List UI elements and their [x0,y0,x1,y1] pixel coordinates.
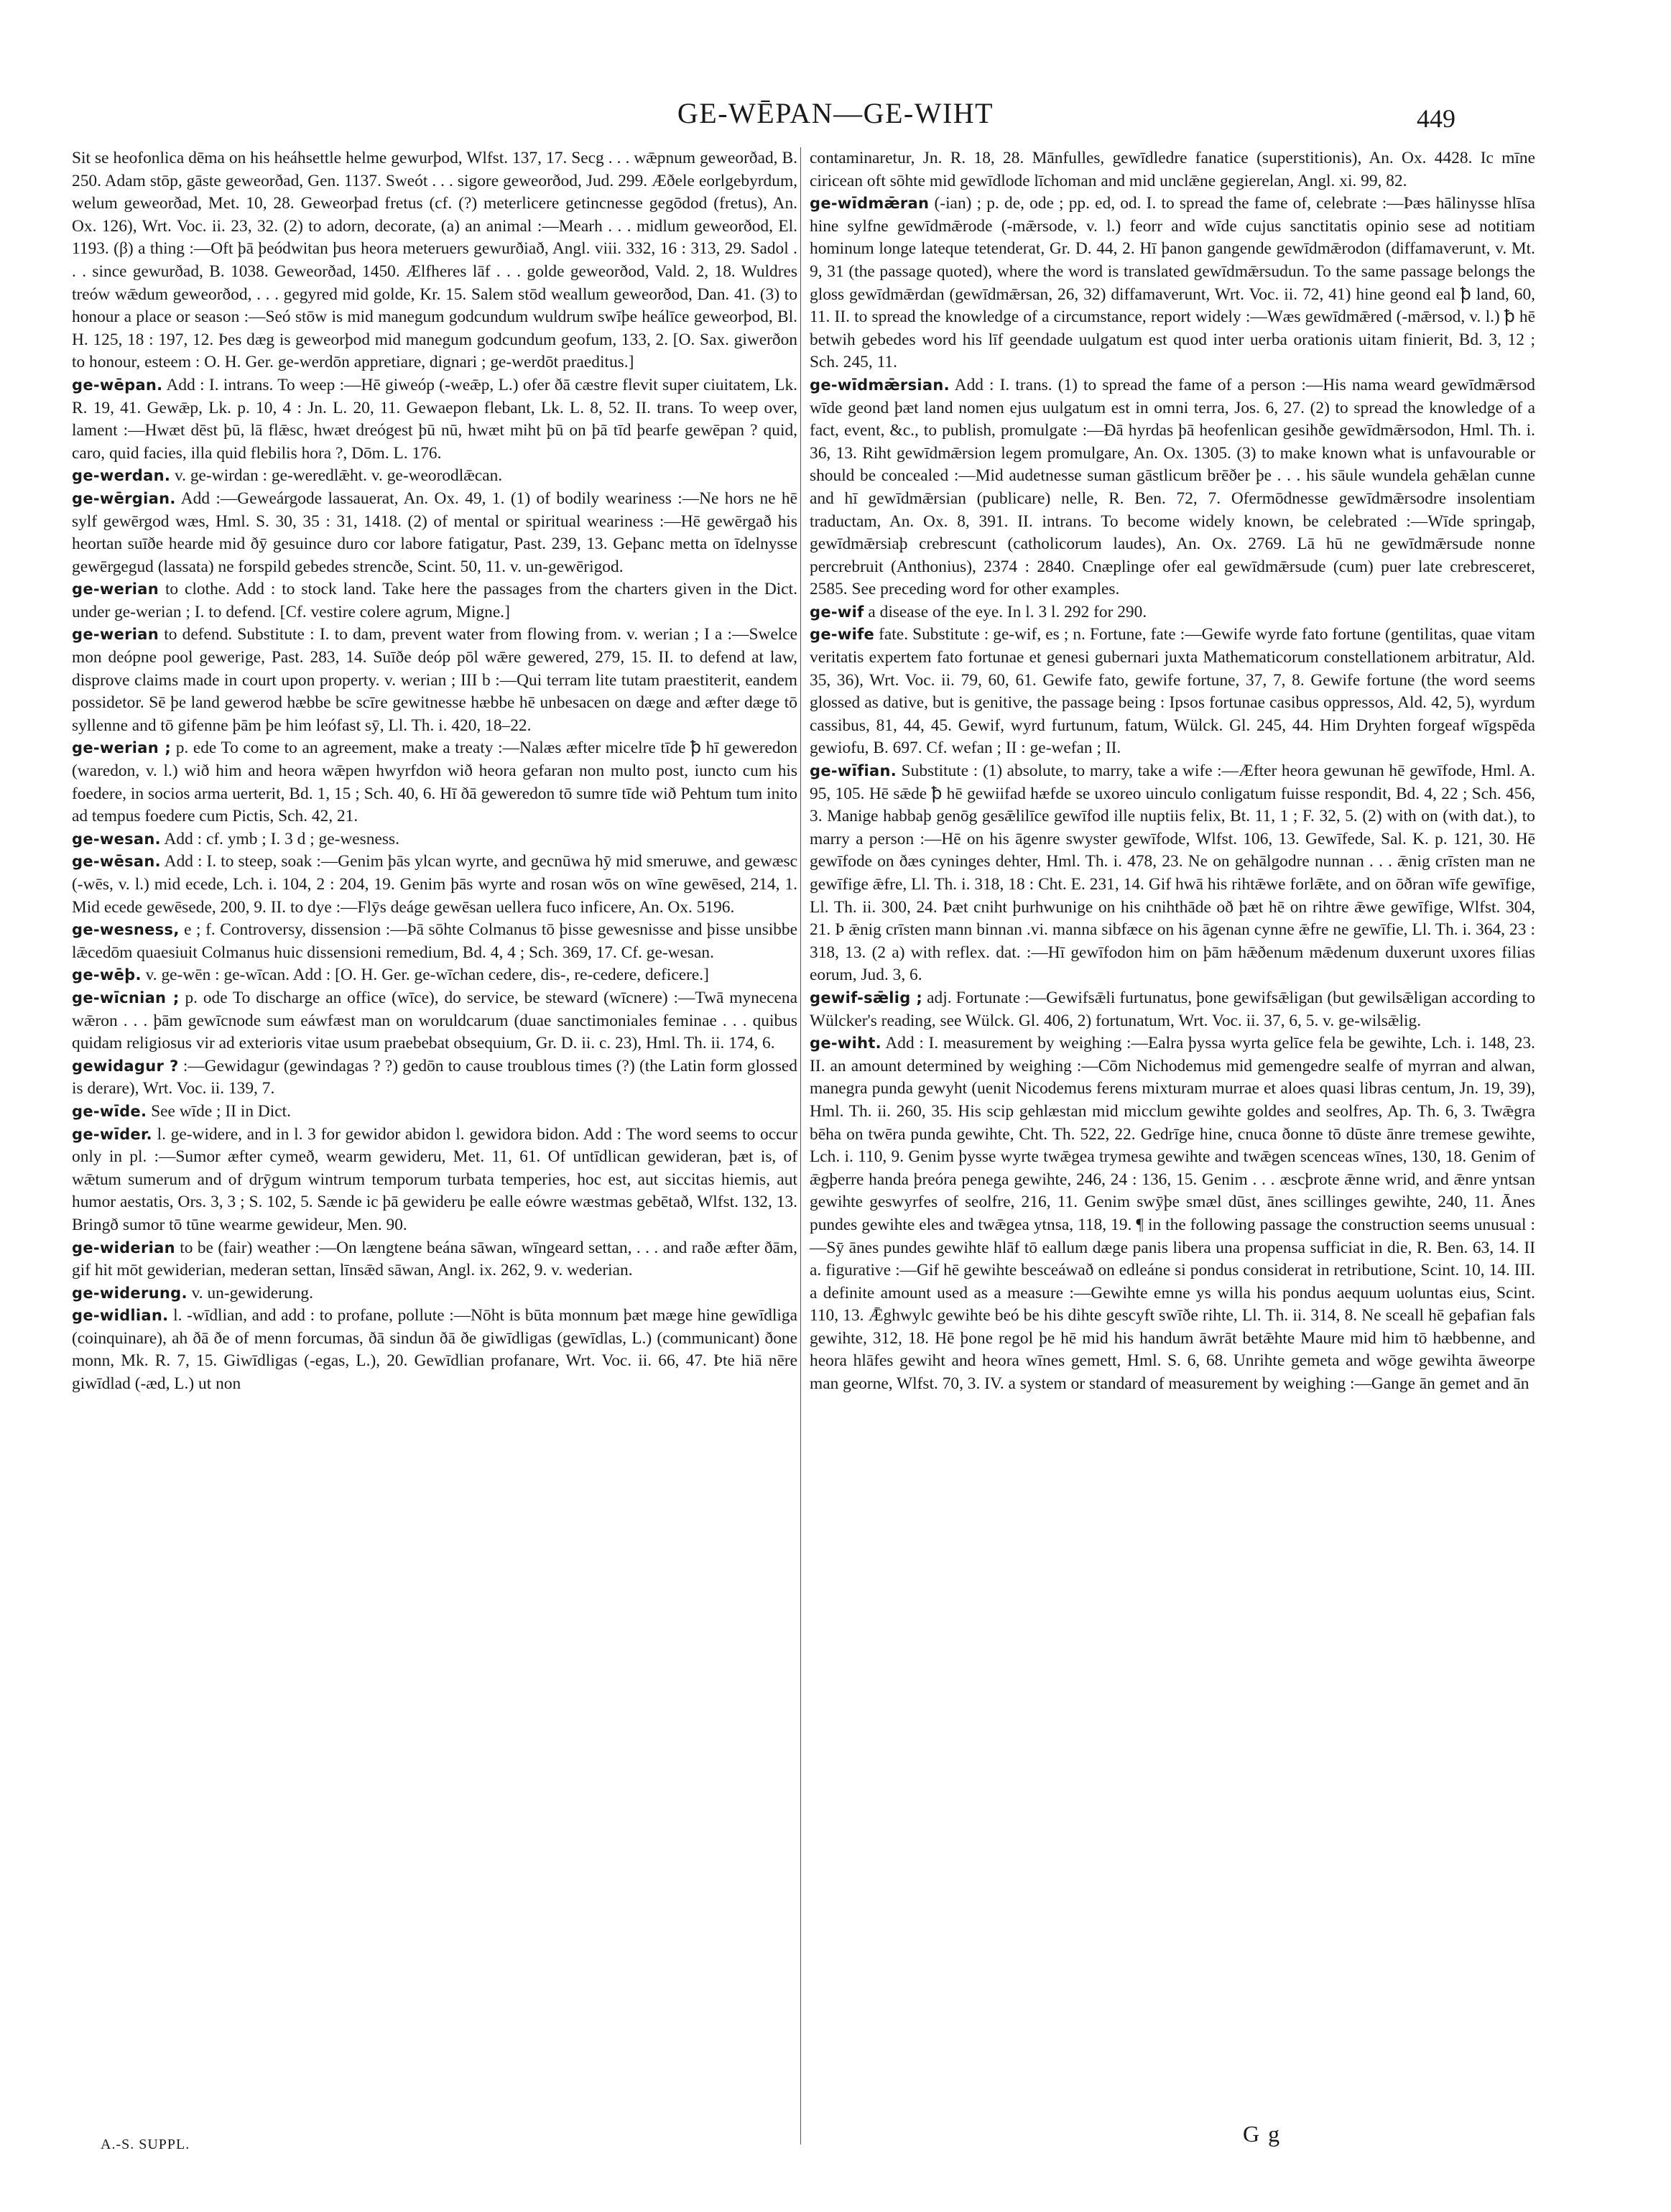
entry-text: Add : I. trans. (1) to spread the fame of a person :—His nama weard gewīdmǣrsod wīde geond þæt land nomen ejus uulgatum est in omni terra, Jos. 6, 27. (2) to spread the knowledge of a fact, event, &c., to publish, promulgate :—Ðā hyrdas þā heofenlican gesihðe gewīdmǣrsodon, Hml. Th. i. 36, 13. Riht gewīdmǣrsion legem promulgare, An. Ox. 1305. (3) to make known what is unfavourable or should be concealed :—Mid audetnesse suman gāstlicum brēðer þe . . . his sāule wundela gehǣlan cunne and hī gewīdmǣrsian (publicare) nelle, R. Ben. 72, 7. Ofermōdnesse gewīdmǣrsodre insolentiam traductam, An. Ox. 8, 391. II. intrans. To become widely known, be celebrated :—Wīde springaþ, gewīdmǣrsiaþ crebrescunt (catholicorum laudes), An. Ox. 2769. Lā hū ne gewīdmǣrsude nonne percrebruit (Anthonius), 2374 : 2840. Cnæplinge ofer eal gewīdmǣrsude (cum) puer late crebresceret, 2585. See preceding word for other examples. [810,375,1535,599]
entry-text: p. ode To discharge an office (wīce), do service, be steward (wīcnere) :—Twā mynecena wǣron . . . þām gewīcnode sum eáwfæst man on woruldcarum (duae sanctimoniales feminae . . . quibus quidam religiosus vir ad exterioris vitae usum praebebat obsequium, Gr. D. ii. c. 23), Hml. Th. ii. 174, 6. [72,988,797,1053]
entry-text: contaminaretur, Jn. R. 18, 28. Mānfulles, gewīdledre fanatice (superstitionis), An. Ox. 4428. Ic mīne ciricean oft sōhte mid gewīdlode līchoman and mid unclǣne gegierelan, Angl. xi. 99, 82. [810,149,1535,190]
entry-text: v. ge-wirdan : ge-weredlǣht. v. ge-weorodlǣcan. [174,466,503,486]
entry-text: l. ge-widere, and in l. 3 for gewidor abidon l. gewidora bidon. Add : The word seems to occur only in pl. :—Sumor æfter cymeð, wearm gewideru, Met. 11, 61. Of untīdlican gewideran, þæt is, of wǣtum sumerum and of drȳgum wintrum temporum turbata temperies, hoc est, aut siccitas hiemis, aut humor aestatis, Ors. 3, 3 ; S. 102, 5. Sænde ic þā gewideru þe ealle eówre wæstmas gebētað, Wlfst. 132, 13. Bringð sumor tō tūne wearme gewideur, Men. 90. [72,1124,797,1234]
dictionary-entry [72,488,797,578]
entry-headword: ge-wīdmǣran [810,195,930,213]
entry-headword: ge-wesan. [72,830,161,848]
dictionary-entry [72,964,797,987]
entry-headword: gewif-sǣlig ; [810,989,923,1006]
entry-text: adj. Fortunate :—Gewifsǣli furtunatus, þone gewifsǣligan (but gewilsǣligan according to Wülcker's reading, see Wülck. Gl. 406, 2) fortunatum, Wrt. Voc. ii. 37, 6, 5. v. ge-wilsǣlig. [810,988,1535,1030]
entry-headword: ge-widerian [72,1239,175,1257]
entry-headword: ge-wiht. [810,1035,881,1052]
dictionary-entry [72,987,797,1055]
entry-text: to defend. Substitute : I. to dam, prevent water from flowing from. v. werian ; I a :—Swelce mon deópne pool gewerige, Past. 283, 14. Suīðe deóp pōl wǣre gewered, 279, 15. II. to defend at law, disprove claims made in court upon property. v. werian ; III b :—Qui terram lite tutam praestiterit, eandem possidetor. Sē þe land gewerod hæbbe be scīre gewitnesse hæbbe hē unbesacen on dæge and æfter dæge tō syllenne and tō gifenne þām þe him leófast sȳ, Ll. Th. i. 420, 18–22. [72,625,797,735]
entry-text: Add :—Geweárgode lassauerat, An. Ox. 49, 1. (1) of bodily weariness :—Ne hors ne hē sylf gewērgod wæs, Hml. S. 30, 35 : 31, 1418. (2) of mental or spiritual weariness :—Hē gewērgað his heortan suīðe hearde mid ðȳ gesuince duro cor labore fatigatur, Past. 239, 13. Geþanc metta on īdelnysse gewērgegud (lassata) ne forspild gebedes strencðe, Scint. 50, 11. v. un-gewērigod. [72,489,797,576]
entry-text: a disease of the eye. In l. 3 l. 292 for 290. [868,602,1147,621]
dictionary-entry [72,828,797,851]
entry-text: :—Gewidagur (gewindagas ? ?) gedōn to cause troublous times (?) (the Latin form glossed is derare), Wrt. Voc. ii. 139, 7. [72,1056,797,1098]
entry-text: Add : I. to steep, soak :—Genim þās ylcan wyrte, and gecnūwa hȳ mid smeruwe, and gewæsc (-wēs, v. l.) mid ecede, Lch. i. 104, 2 : 204, 19. Genim þās wyrte and rosan wōs on wīne gewēsed, 214, 1. Mid ecede gewēsede, 200, 9. II. to dye :—Flȳs deáge gewēsan uellera fuco inficere, An. Ox. 5196. [72,852,797,917]
entry-text: fate. Substitute : ge-wif, es ; n. Fortune, fate :—Gewife wyrde fato fortune (gentilitas, quae vitam veritatis expertem fato fortunae et genesi gubernari juxta Mathematicorum constellationem arbitratur, Ald. 35, 36), Wrt. Voc. ii. 79, 60, 61. Gewife fato, gewife fortune, 37, 7, 8. Gewife fortune (the word seems glossed as dative, but is genitive, the passage being : Ipsos fortunae casibus oppressos, Ald. 42, 5), wyrdum cassibus, 81, 44, 45. Gewif, wyrd furtunum, fatum, Wülck. Gl. 245, 44. Him Dryhten forgeaf wīgspēda gewiofu, B. 697. Cf. wefan ; II : ge-wefan ; II. [810,625,1535,758]
column-divider [800,147,801,2144]
entry-text: to clothe. Add : to stock land. Take here the passages from the charters given in the Dict. under ge-werian ; I. to defend. [Cf. vestire colere agrum, Migne.] [72,580,798,621]
entry-headword: ge-wīfian. [810,762,897,780]
entry-text: Add : I. intrans. To weep :—Hē giweóp (-weǣp, L.) ofer ðā cæstre flevit super ciuitatem, Lk. R. 19, 41. Gewǣp, Lk. p. 10, 4 : Jn. L. 20, 11. Gewaepon flebant, Lk. L. 8, 52. II. trans. To weep over, lament :—Hwæt dēst þū, lā flǣsc, hwæt dreógest þū nū, hwæt miht þū on þā tīd þearfe gewēpan ? quid, caro, quid facies, illa quid flebilis hora ?, Dōm. L. 176. [72,375,797,463]
left-column [72,147,797,1396]
entry-text: Sit se heofonlica dēma on his heáhsettle helme gewurþod, Wlfst. 137, 17. Secg . . . wǣpnum geweorðad, B. 250. Adam stōp, gāste geweorðad, Gen. 1137. Sweót . . . sigore geweorðod, Jud. 299. Æðele eorlgebyrdum, welum geweorðad, Met. 10, 28. Geweorþad fretus (cf. (?) meterlicere getincnesse gegōdod (fretus), An. Ox. 126), Wrt. Voc. ii. 23, 32. (2) to adorn, decorate, (a) an animal :—Mearh . . . midlum geweorðod, El. 1193. (β) a thing :—Oft þā þeódwitan þus heora meteruers gewurðiað, Angl. viii. 332, 16 : 313, 29. Sadol . . . since gewurðad, B. 1038. Geweorðad, 1450. Ælfheres lāf . . . golde geweorðod, Vald. 2, 18. Wuldres treów wǣdum geweorðod, . . . gegyred mid golde, Kr. 15. Salem stōd weallum geweorðod, Dan. 41. (3) to honour a place or season :—Seó stōw is mid manegum godcundum wuldrum swīþe heálīce geweorþod, Bl. H. 125, 18 : 197, 12. Þes dæg is geweorþod mid manegum godcundum geofum, 133, 2. [O. Sax. giwerðon to honour, esteem : O. H. Ger. ge-werdōn appretiare, dignari ; ge-werdōt praeditus.] [72,149,797,372]
dictionary-entry [72,624,797,737]
entry-headword: ge-wīder. [72,1125,152,1143]
dictionary-entry [810,624,1535,760]
entry-text: v. un-gewiderung. [191,1283,313,1302]
dictionary-entry [72,1055,797,1101]
entry-text: v. ge-wēn : ge-wīcan. Add : [O. H. Ger. ge-wīchan cedere, dis-, re-cedere, deficere.] [145,966,709,985]
entry-headword: ge-wif [810,603,864,621]
dictionary-entry [810,147,1535,193]
entry-text: to be (fair) weather :—On længtene beána sāwan, wīngeard settan, . . . and raðe æfter ðām, gif hit mōt gewiderian, mederan settan, līnsǣd sāwan, Angl. ix. 262, 9. v. wederian. [72,1238,797,1280]
entry-text: (-ian) ; p. de, ode ; pp. ed, od. I. to spread the fame of, celebrate :—Þæs hālinysse hlīsa hine sylfne gewīdmǣrode (-mǣrsode, v. l.) feorr and wīde cujus sanctitatis opinio sese ad notitiam hominum longe lateque tetenderat, Gr. D. 44, 2. Hī þanon gangende gewīdmǣrodon (diffamaverunt, v. Mt. 9, 31 (the passage quoted), where the word is translated gewīdmǣrsudun. To the same passage belongs the gloss gewīdmǣrdan (gewīdmǣrsan, 26, 32) diffamaverunt, Wrt. Voc. ii. 72, 41) hine geond eal ꝥ land, 60, 11. II. to spread the knowledge of a circumstance, report widely :—Wæs gewīdmǣred (-mǣrsod, v. l.) ꝥ hē betwih gebedes word his līf geendade uulgatum est quod inter uerba orationis uitam finierit, Bd. 3, 12 ; Sch. 245, 11. [810,194,1535,372]
entry-headword: ge-wēsan. [72,853,161,871]
dictionary-entry [72,1237,797,1282]
page-header [0,92,1671,135]
dictionary-entry [72,1101,797,1124]
entry-text: l. -wīdlian, and add : to profane, pollute :—Nōht is būta monnum þæt mæge hine gewīdliga (coinquinare), ah ðā ðe of menn forcumas, ðā sindun ðā ðe giwīdligas (gewīdlas, L.) (communicant) ðone monn, Mk. R. 7, 15. Giwīdligas (-egas, L.), 20. Gewīdlian profanare, Wrt. Voc. ii. 66, 47. Þte hiā nēre giwīdlad (-æd, L.) ut non [72,1306,797,1394]
entry-headword: ge-widerung. [72,1284,188,1302]
footer-supplement-label: A.-S. SUPPL. [101,2137,190,2152]
entry-headword: ge-wīde. [72,1102,147,1120]
dictionary-entry [810,193,1535,374]
dictionary-entry [810,1032,1535,1396]
entry-headword: gewidagur ? [72,1057,179,1075]
dictionary-entry [72,737,797,828]
entry-headword: ge-wēpan. [72,376,163,394]
entry-text: e ; f. Controversy, dissension :—Þā sōhte Colmanus tō þisse gewesnisse and þisse unsibbe lǣcedōm quaesiuit Colmanus huic dissensioni remedium, Bd. 4, 4 ; Sch. 369, 17. Cf. ge-wesan. [72,920,797,962]
page-number: 449 [1417,104,1455,133]
dictionary-entry [72,851,797,919]
dictionary-entry [810,760,1535,987]
dictionary-entry [810,987,1535,1032]
dictionary-entry [72,919,797,964]
entry-headword: ge-wērgian. [72,489,176,507]
dictionary-entry [72,374,797,465]
entry-text: p. ede To come to an agreement, make a treaty :—Nalæs æfter micelre tīde ꝥ hī geweredon (waredon, v. l.) wið him and heora wǣpen hwyrfdon wið heora gefaran non multo post, iuncto cum his foedere, in socios arma uerterit, Bd. 1, 15 ; Sch. 40, 6. Hī ðā geweredon tō sumre tīde wið Pehtum tum inito ad tempus foedere cum Pictis, Sch. 42, 21. [72,739,797,826]
entry-headword: ge-werdan. [72,467,171,485]
entry-headword: ge-wīdmǣrsian. [810,376,950,394]
dictionary-entry [810,374,1535,601]
dictionary-entry [810,601,1535,624]
entry-headword: ge-wesness, [72,921,180,939]
signature-mark: G g [1243,2121,1282,2147]
entry-headword: ge-werian [72,580,159,598]
entry-text: See wīde ; II in Dict. [151,1101,291,1121]
running-title: GE-WĒPAN—GE-WIHT [677,97,994,129]
dictionary-entry [72,465,797,488]
dictionary-entry [72,1305,797,1395]
entry-text: Substitute : (1) absolute, to marry, take a wife :—Æfter heora gewunan hē gewīfode, Hml. A. 95, 105. Hē sǣde ꝥ hē gewiifad hæfde se uxoreo uinculo conligatum fuisse respondit, Bd. 4, 22 ; Sch. 456, 3. Manige habbaþ genōg gesǣlilīce gewīfod ille nuptiis felix, Bt. 11, 1 ; F. 32, 5. (2) with on (with dat.), to marry a person :—Hē on his āgenre swyster gewīfode, Wlfst. 106, 13. Gewīfede, Sal. K. p. 121, 30. Hē gewīfode on ðæs cyninges dehter, Hml. Th. i. 478, 23. Ne on gehālgodre nunnan . . . ǣnig crīsten man ne gewīfige ǣfre, Ll. Th. i. 318, 18 : Cht. E. 231, 14. Gif hwā his rihtǣwe forlǣte, and on ōðran wīfe gewīfige, Ll. Th. ii. 300, 24. Þæt cniht þurhwunige on his cnihthāde oð þæt hē on rihtre ǣwe gewīfige, Wlfst. 304, 21. Þ ǣnig crīsten mann binnan .vi. manna sibfæce on his āgenan cynne ǣfre ne gewīfie, Ll. Th. i. 364, 23 : 318, 13. (2 a) with reflex. dat. :—Hī gewīfodon him on þām hǣðenum mǣdenum duxerunt uxores filias eorum, Jud. 3, 6. [810,762,1535,985]
dictionary-entry [72,578,797,624]
entry-headword: ge-wēþ. [72,966,142,984]
right-column [810,147,1535,1396]
dictionary-entry [72,1282,797,1305]
entry-headword: ge-widlian. [72,1307,169,1325]
dictionary-entry [72,1124,797,1237]
entry-headword: ge-werian ; [72,739,172,757]
dictionary-entry [72,147,797,374]
entry-headword: ge-wīcnian ; [72,989,180,1006]
entry-text: Add : I. measurement by weighing :—Ealra þyssa wyrta gelīce fela be gewihte, Lch. i. 148, 23. II. an amount determined by weighing :—Cōm Nichodemus mid gemengedre sealfe of myrran and alwan, manegra punda gewyht (uenit Nicodemus ferens mixturam murrae et aloes quasi libras centum, Jn. 19, 39), Hml. Th. ii. 260, 35. His scip gehlæstan mid micclum gewihte goldes and seolfres, Ap. Th. 6, 3. Twǣgra bēha on twēra punda gewihte, Cht. Th. 522, 22. Gedrīge hine, cnuca ðonne tō dūste ānre tremese gewihte, Lch. i. 110, 9. Genim þysse wyrte twǣgea trymesa gewihte and twǣgen scenceas wīnes, 130, 18. Genim of ǣgþerre handa þreóra penega gewihte, 246, 24 : 136, 15. Genim . . . æscþrote ǣnne wrid, and ǣnre yntsan gewihte geswyrfes of seolfre, 216, 11. Genim swȳþe smæl dūst, ānes scillinges gewihte, 240, 11. Ānes pundes gewihte eles and twǣgea ytnsa, 118, 19. ¶ in the following passage the construction seems unusual :—Sȳ ānes pundes gewihte hlāf tō eallum dæge panis libera una propensa sufficiat in die, R. Ben. 63, 14. II a. figurative :—Gif hē gewihte besceáwað on edleáne si pondus considerat in retributione, Scint. 10, 14. III. a definite amount used as a measure :—Gewihte emne ys willa his pondus aequum uoluntas eius, Scint. 110, 13. Ǣghwylc gewihte beó be his dihte gescyft swīðe rihte, Ll. Th. ii. 314, 8. Ne sceall hē geþafian fals gewihte, 312, 18. Hē þone regol þe hē mid his handum āwrāt betǣhte Maure mid him tō hæbbenne, and heora hlāfes gewiht and heora wīnes gemett, Hml. S. 6, 68. Unrihte gemeta and wōge gewihta āweorpe man georne, Wlfst. 70, 3. IV. a system or standard of measurement by weighing :—Gange ān gemet and ān [810,1034,1535,1394]
entry-headword: ge-werian [72,626,159,644]
entry-headword: ge-wife [810,626,875,644]
entry-text: Add : cf. ymb ; I. 3 d ; ge-wesness. [164,829,399,848]
